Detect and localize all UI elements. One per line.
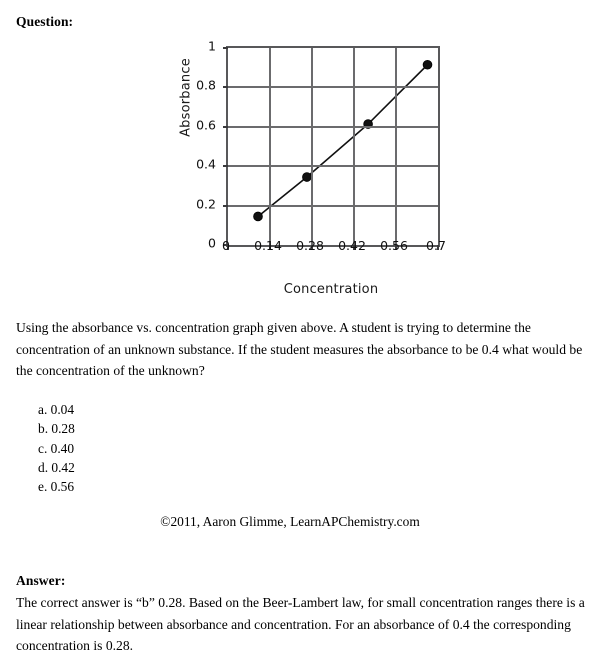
chart-gridline-vertical <box>269 48 271 245</box>
chart-x-tick-label: 0.7 <box>426 238 446 253</box>
chart-y-tick-label: 1 <box>208 38 216 54</box>
chart-x-tick-label: 0.56 <box>380 238 408 253</box>
chart-gridline-horizontal <box>228 126 438 128</box>
chart-y-tick <box>223 126 228 128</box>
chart-y-tick-label: 0.2 <box>196 196 216 212</box>
answer-body-text: The correct answer is “b” 0.28. Based on the Beer-Lambert law, for small concentration ranges there is a linear relationship between absorbance and concentration. For an absorbance of 0.4 the corresponding concentration is 0.28. <box>16 595 585 653</box>
answer-choices-list <box>38 400 75 496</box>
chart-y-tick-label: 0 <box>208 235 216 251</box>
chart-y-tick-label: 0.4 <box>196 156 216 172</box>
answer-choice-item[interactable]: e. 0.56 <box>38 479 75 495</box>
chart-plot-area <box>226 46 440 247</box>
answer-choice-item[interactable]: c. 0.40 <box>38 440 75 456</box>
chart-x-tick-label: 0.42 <box>338 238 366 253</box>
chart-y-tick <box>223 86 228 88</box>
absorbance-concentration-chart <box>150 32 460 307</box>
chart-data-point <box>254 212 263 221</box>
chart-data-point <box>423 60 432 69</box>
chart-data-layer <box>228 48 438 245</box>
chart-y-tick-label: 0.8 <box>196 77 216 93</box>
chart-gridline-horizontal <box>228 86 438 88</box>
chart-gridline-horizontal <box>228 205 438 207</box>
chart-gridline-vertical <box>311 48 313 245</box>
chart-data-point <box>303 173 312 182</box>
chart-y-tick <box>223 47 228 49</box>
answer-choice-item[interactable]: a. 0.04 <box>38 402 75 417</box>
chart-gridline-horizontal <box>228 165 438 167</box>
chart-x-axis-title: Concentration <box>283 282 379 297</box>
chart-x-tick-label: 0 <box>222 238 230 253</box>
chart-y-axis-title: Absorbance <box>178 58 194 137</box>
chart-gridline-vertical <box>395 48 397 245</box>
chart-x-tick-label: 0.14 <box>254 238 282 253</box>
chart-gridline-vertical <box>353 48 355 245</box>
chart-y-tick-label: 0.6 <box>196 117 216 133</box>
copyright-notice: ©2011, Aaron Glimme, LearnAPChemistry.com <box>160 514 420 529</box>
question-body-text: Using the absorbance vs. concentration graph given above. A student is trying to determine the concentration of an unknown substance. If the student measures the absorbance to be 0.4 what would be the concentration of the unknown? <box>16 320 583 378</box>
chart-y-tick <box>223 205 228 207</box>
answer-choice-item[interactable]: b. 0.28 <box>38 421 75 437</box>
chart-y-tick <box>223 165 228 167</box>
answer-heading: Answer: <box>16 573 66 588</box>
answer-choice-item[interactable]: d. 0.42 <box>38 459 75 475</box>
chart-x-tick-label: 0.28 <box>296 238 324 253</box>
question-heading: Question: <box>16 14 74 29</box>
